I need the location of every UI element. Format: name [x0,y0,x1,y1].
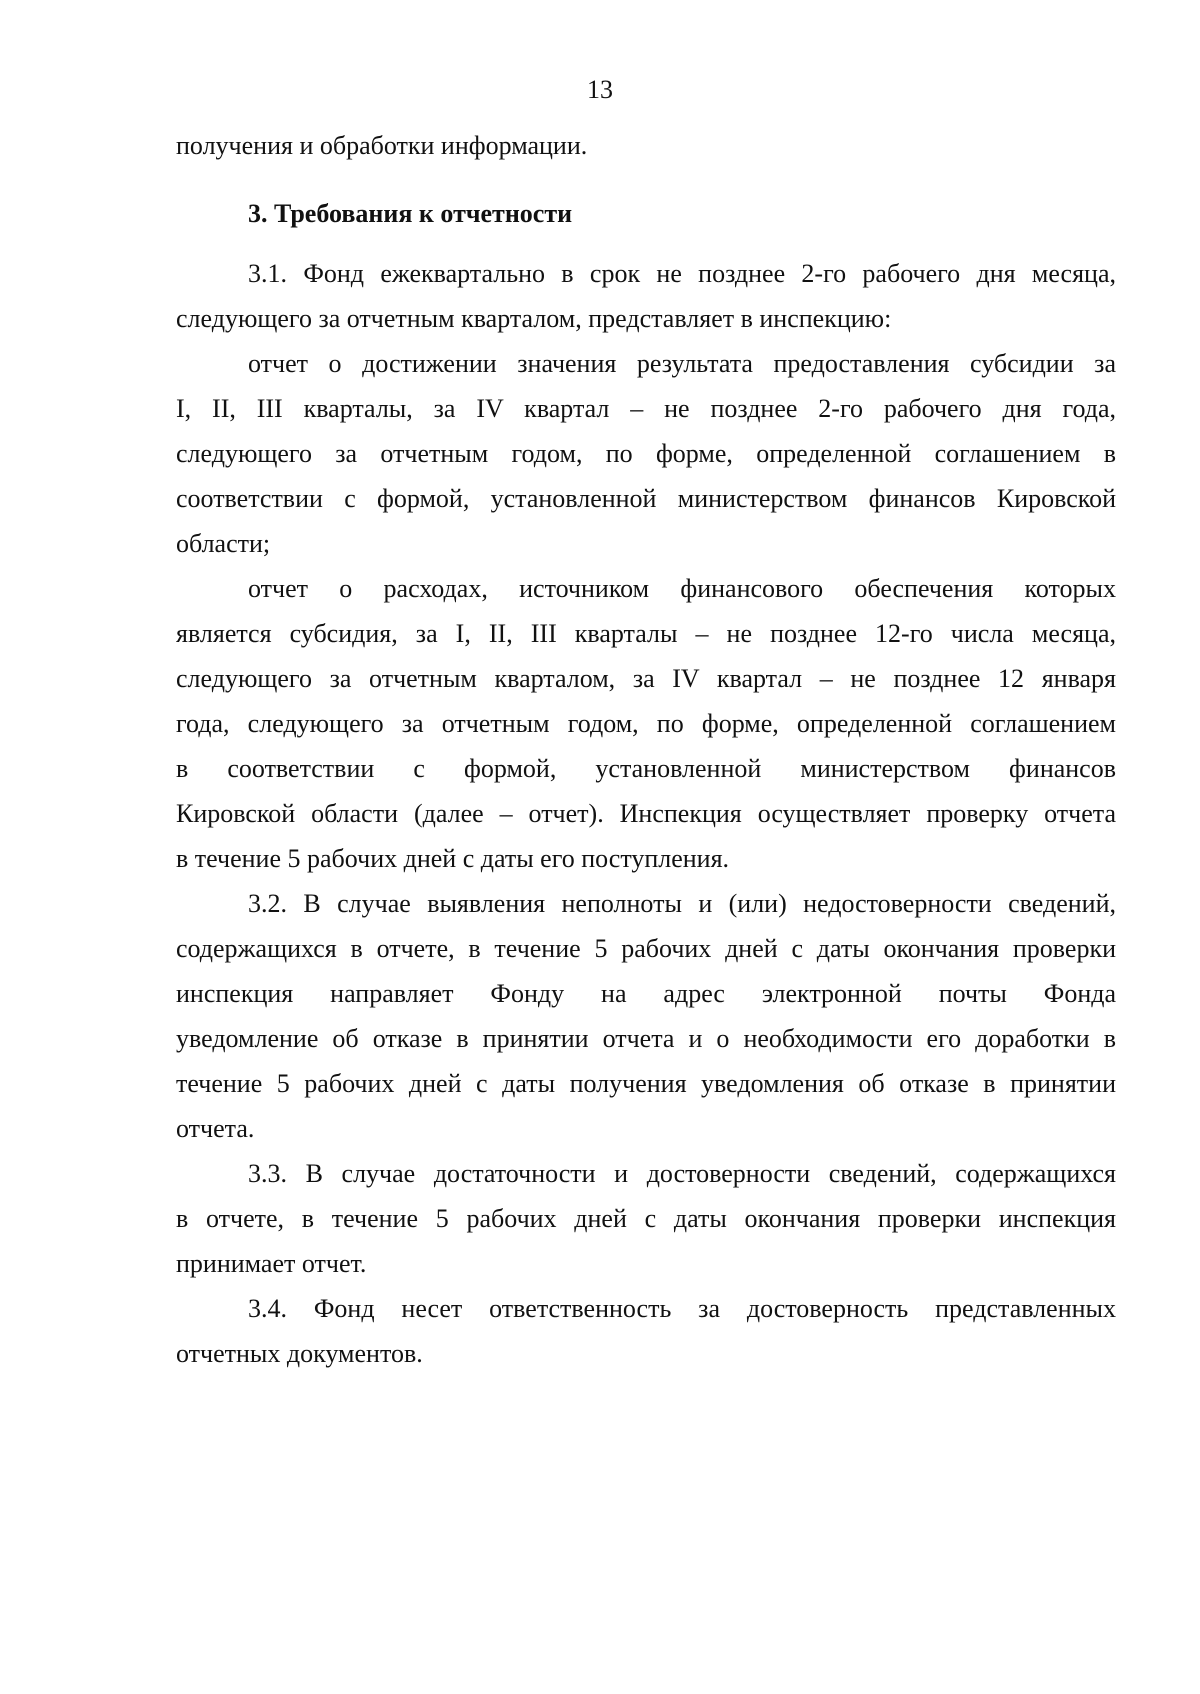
text-line: года, следующего за отчетным годом, по форме, определенной соглашением [176,709,1116,738]
text-line: следующего за отчетным годом, по форме, определенной соглашением в [176,439,1116,468]
text-line: принимает отчет. [176,1249,367,1278]
paragraph-line: отчет о расходах, источником финансового обеспечения которых [248,574,1116,603]
text-line: соответствии с формой, установленной министерством финансов Кировской [176,484,1116,513]
page-number: 13 [587,75,613,104]
text-line: области; [176,529,271,558]
section-heading: 3. Требования к отчетности [248,199,573,228]
text-line: I, II, III кварталы, за IV квартал – не позднее 2-го рабочего дня года, [176,394,1116,423]
paragraph-line: 3.2. В случае выявления неполноты и (или) недостоверности сведений, [248,889,1116,918]
text-line: в течение 5 рабочих дней с даты его поступления. [176,844,730,873]
text-line: течение 5 рабочих дней с даты получения уведомления об отказе в принятии [176,1069,1116,1098]
text-line: следующего за отчетным кварталом, представляет в инспекцию: [176,304,892,333]
text-line: Кировской области (далее – отчет). Инспекция осуществляет проверку отчета [176,799,1116,828]
text-line: содержащихся в отчете, в течение 5 рабочих дней с даты окончания проверки [176,934,1116,963]
text-line: в соответствии с формой, установленной министерством финансов [176,754,1116,783]
text-line: инспекция направляет Фонду на адрес электронной почты Фонда [176,979,1116,1008]
paragraph-line: отчет о достижении значения результата предоставления субсидии за [248,349,1116,378]
paragraph-line: 3.4. Фонд несет ответственность за достоверность представленных [248,1294,1116,1323]
text-line: отчетных документов. [176,1339,423,1368]
paragraph-line: 3.1. Фонд ежеквартально в срок не позднее 2-го рабочего дня месяца, [248,259,1116,288]
text-line: отчета. [176,1114,255,1143]
text-line: получения и обработки информации. [176,131,588,160]
text-line: является субсидия, за I, II, III кварталы – не позднее 12-го числа месяца, [176,619,1116,648]
text-line: следующего за отчетным кварталом, за IV квартал – не позднее 12 января [176,664,1116,693]
paragraph-line: 3.3. В случае достаточности и достоверности сведений, содержащихся [248,1159,1116,1188]
text-line: уведомление об отказе в принятии отчета и о необходимости его доработки в [176,1024,1116,1053]
text-line: в отчете, в течение 5 рабочих дней с даты окончания проверки инспекция [176,1204,1116,1233]
